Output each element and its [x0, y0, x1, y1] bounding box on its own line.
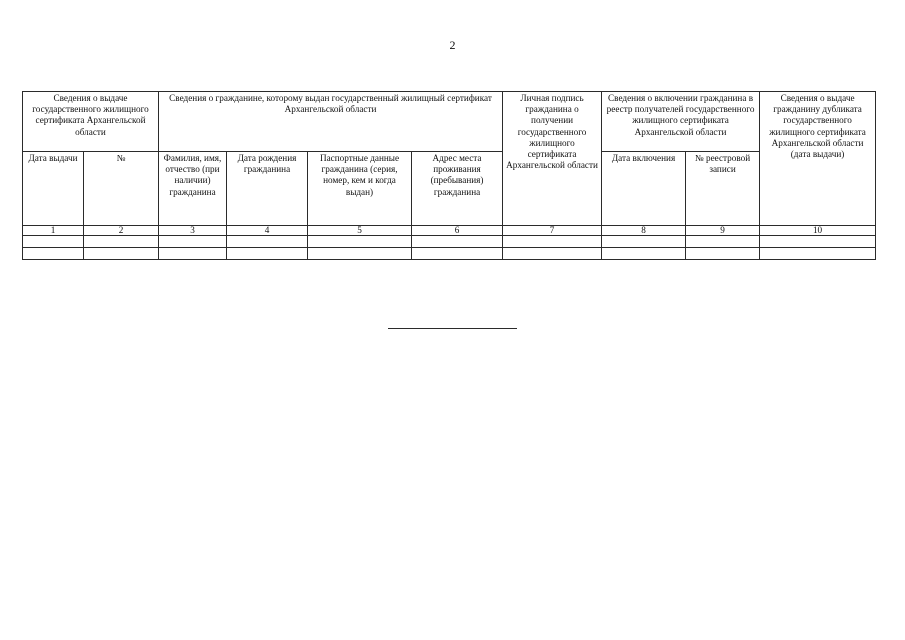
empty-cell: [412, 236, 503, 248]
column-number: 10: [760, 226, 876, 236]
header-duplicate-issuance: Сведения о выдаче гражданину дубликата государственного жилищного сертификата Архангельской области (дата выдачи): [760, 92, 876, 226]
header-issuance-info: Сведения о выдаче государственного жилищного сертификата Архангельской области: [23, 92, 159, 152]
column-number: 7: [503, 226, 602, 236]
header-issue-date: Дата выдачи: [23, 152, 84, 226]
column-number: 5: [308, 226, 412, 236]
empty-cell: [23, 236, 84, 248]
header-birth-date: Дата рождения гражданина: [227, 152, 308, 226]
empty-cell: [686, 248, 760, 260]
column-number: 6: [412, 226, 503, 236]
empty-cell: [159, 248, 227, 260]
certificate-register-table: [22, 91, 876, 260]
empty-cell: [23, 248, 84, 260]
page-number: 2: [449, 38, 456, 52]
empty-cell: [760, 236, 876, 248]
empty-cell: [686, 236, 760, 248]
header-number: №: [84, 152, 159, 226]
empty-cell: [227, 248, 308, 260]
empty-cell: [503, 248, 602, 260]
header-registry-inclusion: Сведения о включении гражданина в реестр получателей государственного жилищного сертификата Архангельской области: [602, 92, 760, 152]
empty-cell: [760, 248, 876, 260]
header-full-name: Фамилия, имя, отчество (при наличии) гражданина: [159, 152, 227, 226]
header-registry-number: № реестровой записи: [686, 152, 760, 226]
empty-cell: [412, 248, 503, 260]
header-row-subcolumns: [23, 152, 876, 226]
column-number: 2: [84, 226, 159, 236]
empty-cell: [308, 248, 412, 260]
empty-cell: [602, 236, 686, 248]
column-number: 1: [23, 226, 84, 236]
column-number-row: [23, 226, 876, 236]
header-row-groups: [23, 92, 876, 152]
empty-cell: [84, 236, 159, 248]
empty-cell: [159, 236, 227, 248]
header-citizen-signature: Личная подпись гражданина о получении государственного жилищного сертификата Архангельской области: [503, 92, 602, 226]
empty-cell: [227, 236, 308, 248]
column-number: 3: [159, 226, 227, 236]
column-number: 9: [686, 226, 760, 236]
header-citizen-info: Сведения о гражданине, которому выдан государственный жилищный сертификат Архангельской области: [159, 92, 503, 152]
header-inclusion-date: Дата включения: [602, 152, 686, 226]
separator-line: [388, 328, 517, 329]
table-row: [23, 236, 876, 248]
empty-cell: [602, 248, 686, 260]
header-residence-address: Адрес места проживания (пребывания) гражданина: [412, 152, 503, 226]
table-row: [23, 248, 876, 260]
empty-cell: [308, 236, 412, 248]
column-number: 4: [227, 226, 308, 236]
empty-cell: [503, 236, 602, 248]
empty-cell: [84, 248, 159, 260]
column-number: 8: [602, 226, 686, 236]
header-passport-data: Паспортные данные гражданина (серия, номер, кем и когда выдан): [308, 152, 412, 226]
